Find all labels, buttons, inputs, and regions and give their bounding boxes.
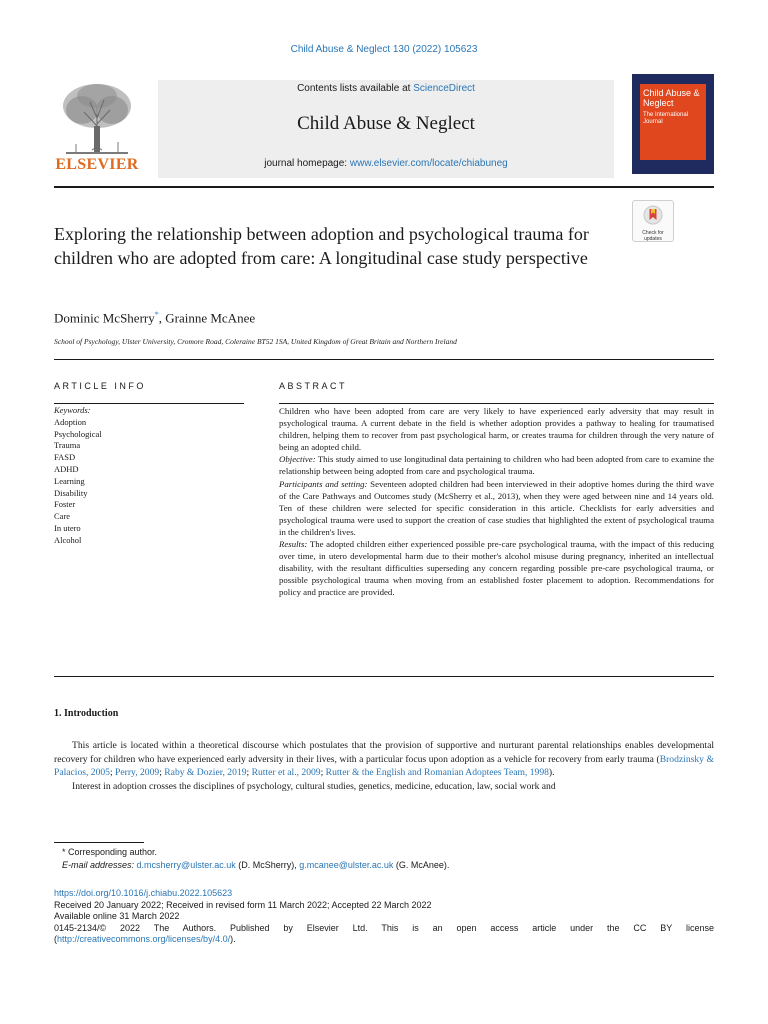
- elsevier-wordmark: ELSEVIER: [55, 156, 139, 173]
- footnotes: [62, 846, 449, 872]
- cover-subtitle: The International Journal: [643, 112, 689, 125]
- abstract-rule: [279, 403, 714, 404]
- citation-link[interactable]: Rutter & the English and Romanian Adoptees Team, 1998: [325, 767, 549, 778]
- keyword-item: Psychological: [54, 428, 102, 439]
- running-head[interactable]: Child Abuse & Neglect 130 (2022) 105623: [290, 44, 478, 55]
- citation-sep: ;: [320, 767, 326, 778]
- objective-text: This study aimed to use longitudinal data pertaining to children who had been adopted from care to examine the relationship between being adopted from care and psychological trauma.: [279, 454, 714, 477]
- journal-title: Child Abuse & Neglect: [297, 113, 475, 134]
- keyword-item: Disability: [54, 487, 88, 498]
- abstract-participants: [279, 478, 714, 538]
- journal-homepage-link[interactable]: www.elsevier.com/locate/chiabuneg: [349, 158, 508, 169]
- check-for-updates-button[interactable]: [632, 200, 674, 242]
- introduction-body: [54, 739, 714, 793]
- received-dates: Received 20 January 2022; Received in revised form 11 March 2022; Accepted 22 March 2022: [54, 899, 432, 910]
- paren: (: [54, 934, 57, 945]
- bookmark-icon: [643, 205, 663, 225]
- license-statement: 0145-2134/© 2022 The Authors. Published by Elsevier Ltd. This is an open access article under the CC BY license: [54, 922, 714, 933]
- intro-paragraph-2: Interest in adoption crosses the disciplines of psychology, cultural studies, genetics, medicine, education, law, social work and: [72, 780, 556, 792]
- section-rule: [54, 676, 714, 677]
- keyword-item: ADHD: [54, 463, 79, 474]
- abstract-heading: ABSTRACT: [279, 381, 348, 391]
- author-mcanee[interactable]: , Grainne McAnee: [158, 310, 256, 326]
- available-online: Available online 31 March 2022: [54, 911, 180, 922]
- intro-text: This article is located within a theoretical discourse which postulates that the provision of supportive and nurturant parental relationships enables developmental recovery for children who have experienced early adversity in their lives, with a particular focus upon adoption as a vehicle for recovery from early trauma (: [54, 740, 714, 765]
- keyword-item: FASD: [54, 452, 76, 463]
- affiliation: School of Psychology, Ulster University, Cromore Road, Coleraine BT52 1SA, United Kingdom of Great Britain and Northern Ireland: [54, 337, 457, 346]
- keyword-item: Care: [54, 511, 71, 522]
- email-link-mcsherry[interactable]: d.mcsherry@ulster.ac.uk: [136, 860, 236, 870]
- email-link-mcanee[interactable]: g.mcanee@ulster.ac.uk: [299, 860, 394, 870]
- license-link[interactable]: http://creativecommons.org/licenses/by/4.0/: [57, 934, 231, 945]
- keywords-heading: Keywords:: [54, 405, 91, 415]
- citation-sep: ;: [246, 767, 252, 778]
- homepage-prefix: journal homepage:: [264, 158, 350, 169]
- section-rule: [54, 359, 714, 360]
- abstract-intro: Children who have been adopted from care are very likely to have experienced early adversity that may result in psychological trauma. A current debate in the field is whether adoption provides a pathway to healing for traumatised children, helping them to recover from past psychological harm, or creates trauma for children through the very nature of being an adopted child.: [279, 406, 714, 453]
- keyword-item: Foster: [54, 499, 76, 510]
- author-mcsherry[interactable]: Dominic McSherry: [54, 310, 155, 326]
- author-list: [54, 310, 255, 326]
- article-info-heading: ARTICLE INFO: [54, 381, 146, 391]
- keyword-item: In utero: [54, 522, 81, 533]
- cover-panel: [640, 84, 706, 160]
- journal-masthead: [158, 80, 614, 178]
- keyword-item: Trauma: [54, 440, 81, 451]
- corresponding-author-note: * Corresponding author.: [62, 847, 158, 857]
- keyword-item: Learning: [54, 475, 85, 486]
- keyword-item: Adoption: [54, 416, 87, 427]
- email-owner: (D. McSherry),: [235, 860, 300, 870]
- email-owner: (G. McAnee).: [393, 860, 450, 870]
- email-note: [62, 859, 449, 872]
- article-title: Exploring the relationship between adoption and psychological trauma for children who are adopted from care: A longitudinal case study perspective: [54, 224, 589, 268]
- introduction-heading: 1. Introduction: [54, 708, 119, 719]
- intro-paragraph-1: [54, 739, 714, 780]
- citation-sep: ;: [159, 767, 165, 778]
- contents-prefix: Contents lists available at: [297, 83, 414, 94]
- citation-link[interactable]: Brodzinsky & Palacios, 2005: [54, 753, 714, 778]
- journal-cover-image[interactable]: [632, 74, 714, 174]
- keywords-list: [54, 405, 102, 547]
- corresponding-author-marker[interactable]: *: [154, 310, 159, 319]
- license-url-line: [54, 934, 714, 946]
- citation-link[interactable]: Rutter et al., 2009: [251, 767, 321, 778]
- footnote-rule: [54, 842, 144, 843]
- objective-label: Objective:: [279, 454, 316, 465]
- participants-text: Seventeen adopted children had been interviewed in their adoptive homes during the third wave of the Care Pathways and Outcomes study (McSherry et al., 2013), when they were aged between nine and 14 years old. Ten of these children were selected for specific consideration in this article. Checklists for early adversities and psychological trauma were used to support the creation of case studies that highlighted the extent of psychological trauma in the children's lives.: [279, 478, 714, 537]
- check-updates-label: Check for updates: [642, 230, 664, 242]
- contents-line: [158, 83, 614, 94]
- intro-text-end: ).: [548, 767, 555, 778]
- citation-link[interactable]: Perry, 2009: [115, 767, 160, 778]
- email-label: E-mail addresses:: [62, 860, 135, 870]
- citation-sep: ;: [109, 767, 116, 778]
- results-label: Results:: [279, 539, 308, 550]
- results-text: The adopted children either experienced possible pre-care psychological trauma, with the impact of this reducing over time, in utero developmental harm due to their mother's alcohol misuse during pregnancy, inherited an intellectual disability, with the resultant difficulties superseding any concern regarding possible pre-care psychological trauma, or possible psychological trauma when moving from an established foster placement to adoption. Recommendations for policy and practice are provided.: [279, 539, 714, 598]
- article-info-rule: [54, 403, 244, 404]
- abstract-objective: [279, 453, 714, 477]
- paren: ).: [230, 934, 236, 945]
- keyword-item: Alcohol: [54, 534, 82, 545]
- sciencedirect-link[interactable]: ScienceDirect: [413, 83, 475, 94]
- participants-label: Participants and setting:: [279, 478, 368, 489]
- homepage-line: [158, 158, 614, 169]
- doi-link[interactable]: https://doi.org/10.1016/j.chiabu.2022.105623: [54, 888, 233, 898]
- header-rule: [54, 186, 714, 188]
- publication-info: [54, 888, 714, 946]
- abstract-results: [279, 538, 714, 598]
- citation-link[interactable]: Raby & Dozier, 2019: [164, 767, 247, 778]
- cover-title: Child Abuse & Neglect: [643, 88, 700, 108]
- abstract-body: [279, 405, 714, 599]
